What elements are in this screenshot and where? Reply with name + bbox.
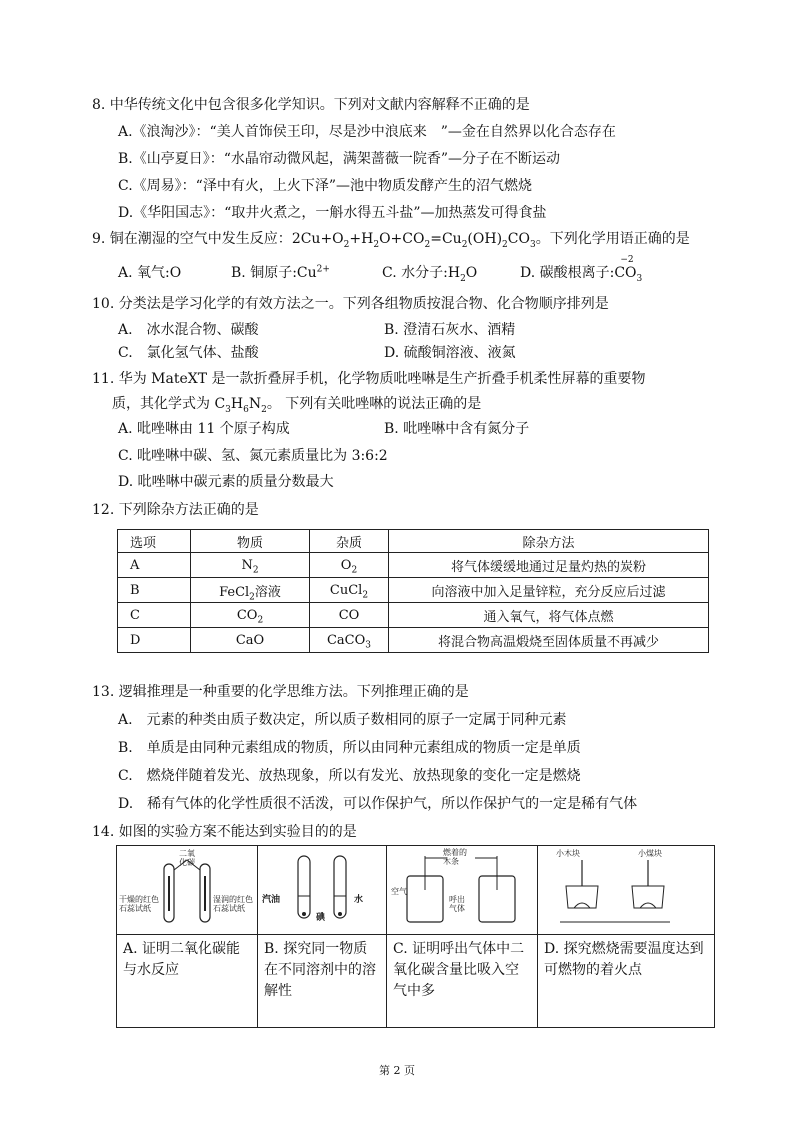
q14-caption-a: A. 证明二氧化碳能与水反应 [117,935,258,1028]
q9-option-c: C. 水分子$:H_2O$ [382,265,478,284]
q8-option-d: D.《华阳国志》：“取井火煮之，一斛水得五斗盐”—加热蒸发可得食盐 [118,205,547,221]
q14-caption-d: D. 探究燃烧需要温度达到可燃物的着火点 [538,935,715,1028]
q11-option-c: C. 吡唑啉中碳、氢、氮元素质量比为 3:6:2 [118,448,388,464]
q12-header-row [118,530,709,553]
svg-text:小煤块: 小煤块 [638,849,662,858]
table-row: A $N_2$ $O_2$ 将气体缓缓地通过足量灼热的炭粉 [118,553,709,578]
ignition-point-diagram [538,846,714,930]
q13-option-c: C. 燃烧伴随着发光、放热现象，所以有发光、放热现象的变化一定是燃烧 [118,768,581,784]
q13-option-d: D. 稀有气体的化学性质很不活泼，可以作保护气，所以作保护气的一定是稀有气体 [118,796,638,812]
svg-text:石蕊试纸: 石蕊试纸 [119,904,151,913]
q10-option-c: C. 氯化氢气体、盐酸 [118,345,259,361]
q12-stem: 12. 下列除杂方法正确的是 [92,502,259,518]
q10-option-b: B. 澄清石灰水、酒精 [384,322,516,338]
svg-text:水: 水 [354,895,364,905]
q11-option-d: D. 吡唑啉中碳元素的质量分数最大 [118,474,334,490]
svg-text:木条: 木条 [443,857,459,866]
q9-option-b: B. 铜原子$:Cu^{2+}$ [231,264,330,281]
svg-text:空气: 空气 [391,887,407,896]
q14-caption-row [117,935,715,1028]
q8-option-c: C.《周易》：“泽中有火，上火下泽”—池中物质发酵产生的沼气燃烧 [118,178,532,194]
q14-stem: 14. 如图的实验方案不能达到实验目的的是 [92,824,357,840]
q12-header-impurity: 杂质 [310,530,389,553]
q12-header-method: 除杂方法 [389,530,709,553]
q8-option-a: A.《浪淘沙》：“美人首饰侯王印，尽是沙中浪底来 ”—金在自然界以化合态存在 [118,124,616,140]
svg-text:碘: 碘 [316,913,326,923]
svg-text:石蕊试纸: 石蕊试纸 [213,904,245,913]
q11-option-b: B. 吡唑啉中含有氮分子 [384,421,530,437]
q8-option-b: B.《山亭夏日》：“水晶帘动微风起，满架蔷薇一院香”—分子在不断运动 [118,151,561,167]
table-row: D CaO CaCO$_3$ 将混合物高温煅烧至固体质量不再减少 [118,628,709,653]
test-tube-litmus-diagram [117,846,257,930]
q12-header-option: 选项 [118,530,191,553]
q9-option-d: D. 碳酸根离子: −2 $CO_3$ [520,255,643,284]
q13-stem: 13. 逻辑推理是一种重要的化学思维方法。下列推理正确的是 [92,684,469,700]
q9-stem: 9. 铜在潮湿的空气中发生反应：$2Cu+O_2+H_2O+CO_2=Cu_2(OH)_2CO_3$。下列化学用语正确的是 [92,231,690,250]
q9-option-a: A. 氧气:O [118,265,182,281]
svg-text:化碳: 化碳 [179,858,195,867]
q14-image-row [117,846,715,935]
q10-option-d: D. 硫酸铜溶液、液氮 [384,345,516,361]
svg-text:小木块: 小木块 [556,849,580,858]
q14-table [116,845,715,1028]
q11-stem-line1: 11. 华为 MateXT 是一款折叠屏手机，化学物质吡唑啉是生产折叠手机柔性屏幕的重要物 [92,371,646,387]
breath-gas-bottles-diagram [387,846,537,930]
q12-table [117,529,709,653]
q13-option-a: A. 元素的种类由质子数决定，所以质子数相同的原子一定属于同种元素 [118,712,567,728]
svg-text:燃着的: 燃着的 [443,848,467,857]
table-row: B FeCl$_2$溶液 CuCl$_2$ 向溶液中加入足量锌粒，充分反应后过滤 [118,578,709,603]
q14-image-c [387,846,538,935]
q10-option-a: A. 冰水混合物、碳酸 [118,322,259,338]
svg-text:干燥的红色: 干燥的红色 [119,895,159,904]
q12-header-substance: 物质 [191,530,310,553]
svg-text:呼出: 呼出 [449,895,465,904]
q10-stem: 10. 分类法是学习化学的有效方法之一。下列各组物质按混合物、化合物顺序排列是 [92,296,609,312]
q9-equation: $2Cu+O_2+H_2O+CO_2=Cu_2(OH)_2CO_3$ [291,231,536,250]
q11-option-a: A. 吡唑啉由 11 个原子构成 [118,421,290,437]
page-number: 第 2 页 [379,1064,415,1077]
q8-stem: 8. 中华传统文化中包含很多化学知识。下列对文献内容解释不正确的是 [92,97,530,113]
svg-text:汽油: 汽油 [262,895,281,905]
q14-caption-c: C. 证明呼出气体中二氧化碳含量比吸入空气中多 [387,935,538,1028]
q14-image-b [258,846,387,935]
table-row: C $CO_2$ CO 通入氧气，将气体点燃 [118,603,709,628]
solvent-tubes-diagram [258,846,386,930]
q13-option-b: B. 单质是由同种元素组成的物质，所以由同种元素组成的物质一定是单质 [118,740,581,756]
q11-stem-line2: 质，其化学式为 $C_3H_6N_2$。 下列有关吡唑啉的说法正确的是 [112,396,482,415]
svg-text:湿润的红色: 湿润的红色 [213,895,253,904]
q14-image-a [117,846,258,935]
q14-caption-b: B. 探究同一物质在不同溶剂中的溶解性 [258,935,387,1028]
q14-image-d [538,846,715,935]
svg-text:气体: 气体 [449,904,465,913]
svg-text:二氧: 二氧 [179,849,195,858]
